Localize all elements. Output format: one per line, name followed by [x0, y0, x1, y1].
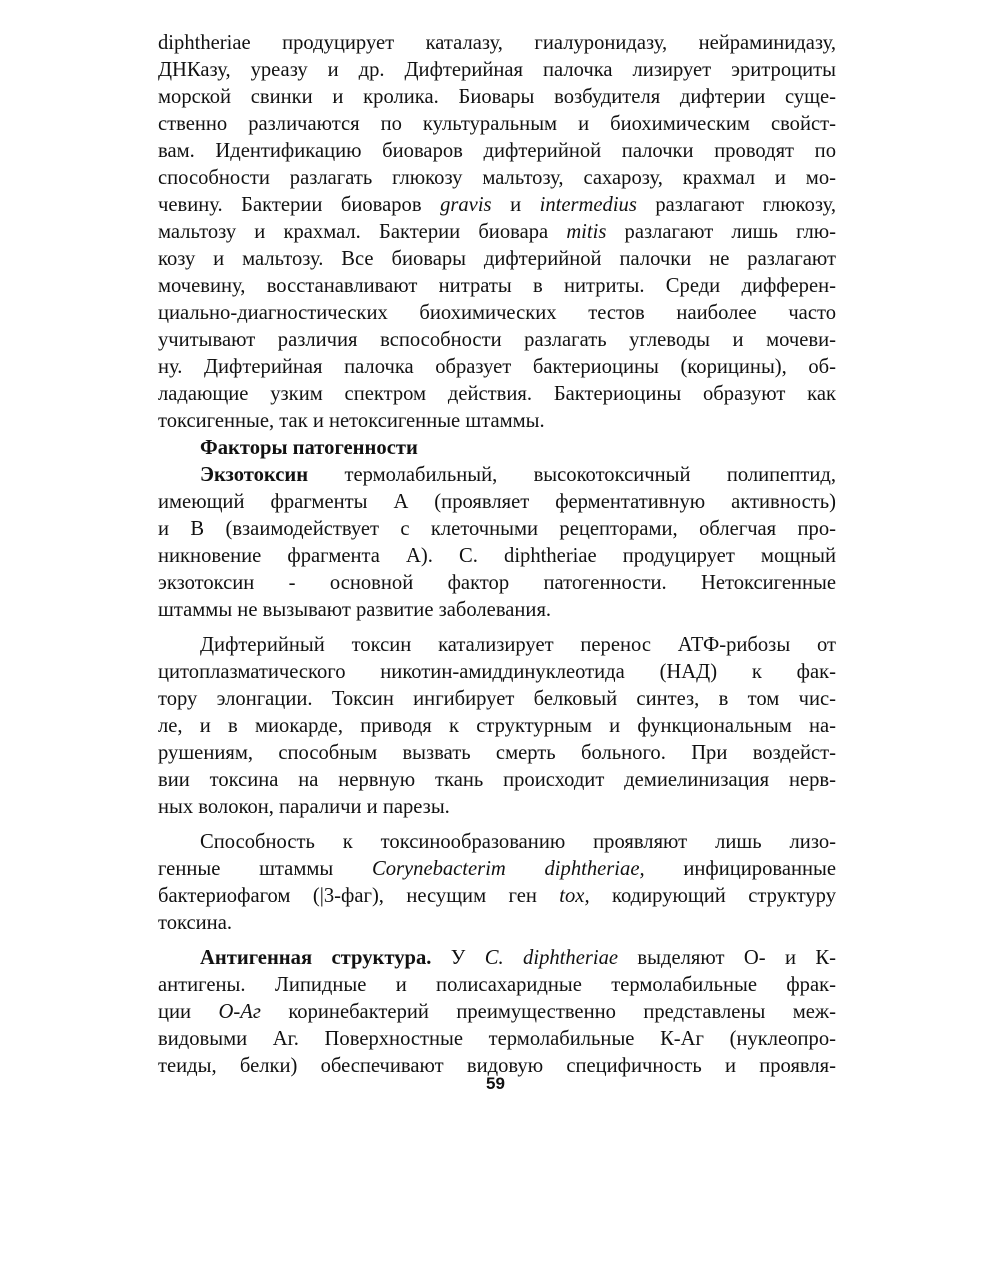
text-line: [158, 856, 836, 883]
text-segment: разлагают лишь глю-: [606, 221, 837, 243]
text-line: ДНКазу, уреазу и др. Дифтерийная палочка лизирует эритроциты: [158, 59, 836, 81]
italic-term: gravis: [440, 194, 492, 216]
text-line: видовыми Аг. Поверхностные термолабильные К-Аг (нуклеопро-: [158, 1028, 836, 1050]
page-number: 59: [486, 1074, 505, 1093]
paragraph-gap: [158, 937, 836, 945]
text-line: штаммы не вызывают развитие заболевания.: [158, 599, 552, 621]
text-segment: выделяют О- и К-: [618, 947, 836, 969]
bold-term: Экзотоксин: [200, 464, 309, 486]
bold-term: Антигенная структура.: [200, 947, 432, 969]
text-segment: чевину. Бактерии биоваров: [158, 194, 441, 216]
text-line: морской свинки и кролика. Биовары возбудителя дифтерии суще-: [158, 86, 836, 108]
text-line: тору элонгации. Токсин ингибирует белковый синтез, в том чис-: [158, 688, 836, 710]
text-line: токсина.: [158, 912, 232, 934]
text-segment: и: [491, 194, 540, 216]
text-line: вии токсина на нервную ткань происходит демиелинизация нерв-: [158, 769, 836, 791]
text-segment: разлагают глюкозу,: [636, 194, 836, 216]
text-segment: мальтозу и крахмал. Бактерии биовара: [158, 221, 567, 243]
text-line: вам. Идентификацию биоваров дифтерийной палочки проводят по: [158, 140, 836, 162]
text-segment: термолабильный, высокотоксичный полипептид,: [308, 464, 836, 486]
italic-term: О-Аг: [218, 1001, 261, 1023]
paragraph-biochemical-properties: [158, 30, 836, 435]
text-line: козу и мальтозу. Все биовары дифтерийной палочки не разлагают: [158, 248, 836, 270]
text-line: токсигенные, так и нетоксигенные штаммы.: [158, 410, 545, 432]
italic-term: tox,: [559, 885, 590, 907]
text-line: ных волокон, параличи и парезы.: [158, 796, 450, 818]
text-line: diphtheriae продуцирует каталазу, гиалуронидазу, нейраминидазу,: [158, 32, 836, 54]
text-line: Способность к токсинообразованию проявляют лишь лизо-: [200, 831, 836, 853]
text-line: антигены. Липидные и полисахаридные термолабильные фрак-: [158, 974, 836, 996]
text-segment: кодирующий структуру: [589, 885, 836, 907]
paragraph-toxin-mechanism: [158, 632, 836, 821]
text-segment: генные штаммы: [158, 858, 372, 880]
text-line: учитывают различия вспособности разлагать углеводы и мочеви-: [158, 329, 836, 351]
text-line: [158, 945, 836, 972]
paragraph-gap: [158, 821, 836, 829]
paragraph-exotoxin: [158, 462, 836, 624]
text-line: ственно различаются по культуральным и биохимическим свойст-: [158, 113, 836, 135]
italic-term: intermedius: [539, 194, 637, 216]
text-line: ле, и в миокарде, приводя к структурным и функциональным на-: [158, 715, 836, 737]
page-body: [158, 30, 836, 1080]
text-line: мочевину, восстанавливают нитраты в нитриты. Среди дифферен-: [158, 275, 836, 297]
text-line: цитоплазматического никотин-амиддинуклеотида (НАД) к фак-: [158, 661, 836, 683]
text-line: Дифтерийный токсин катализирует перенос АТФ-рибозы от: [200, 634, 836, 656]
text-line: ладающие узким спектром действия. Бактериоцины образуют как: [158, 383, 836, 405]
text-line: [158, 219, 836, 246]
text-line: [158, 999, 836, 1026]
text-line: рушениям, способным вызвать смерть больного. При воздейст-: [158, 742, 836, 764]
text-segment: бактериофагом (|3-фаг), несущим ген: [158, 885, 560, 907]
text-line: имеющий фрагменты А (проявляет ферментативную активность): [158, 491, 836, 513]
text-segment: коринебактерий преимущественно представлены меж-: [260, 1001, 836, 1023]
italic-term: С. diphtheriae: [484, 947, 619, 969]
text-line: никновение фрагмента А). С. diphtheriae продуцирует мощный: [158, 545, 836, 567]
paragraph-antigenic-structure: [158, 945, 836, 1080]
text-segment: У: [431, 947, 485, 969]
text-line: и В (взаимодействует с клеточными рецепторами, облегчая про-: [158, 518, 836, 540]
text-line: циально-диагностических биохимических тестов наиболее часто: [158, 302, 836, 324]
paragraph-toxigenicity: [158, 829, 836, 937]
text-line: [158, 462, 836, 489]
text-segment: инфицированные: [644, 858, 836, 880]
section-heading: Факторы патогенности: [200, 437, 418, 459]
text-line: ну. Дифтерийная палочка образует бактериоцины (корицины), об-: [158, 356, 836, 378]
italic-term: Corynebacterim diphtheriae,: [371, 858, 645, 880]
text-segment: ции: [158, 1001, 219, 1023]
text-line: теиды, белки) обеспечивают видовую специфичность и проявля-: [158, 1055, 836, 1077]
text-line: экзотоксин - основной фактор патогенности. Нетоксигенные: [158, 572, 836, 594]
paragraph-gap: [158, 624, 836, 632]
text-line: способности разлагать глюкозу мальтозу, сахарозу, крахмал и мо-: [158, 167, 836, 189]
text-line: [158, 192, 836, 219]
text-line: [158, 883, 836, 910]
italic-term: mitis: [566, 221, 607, 243]
